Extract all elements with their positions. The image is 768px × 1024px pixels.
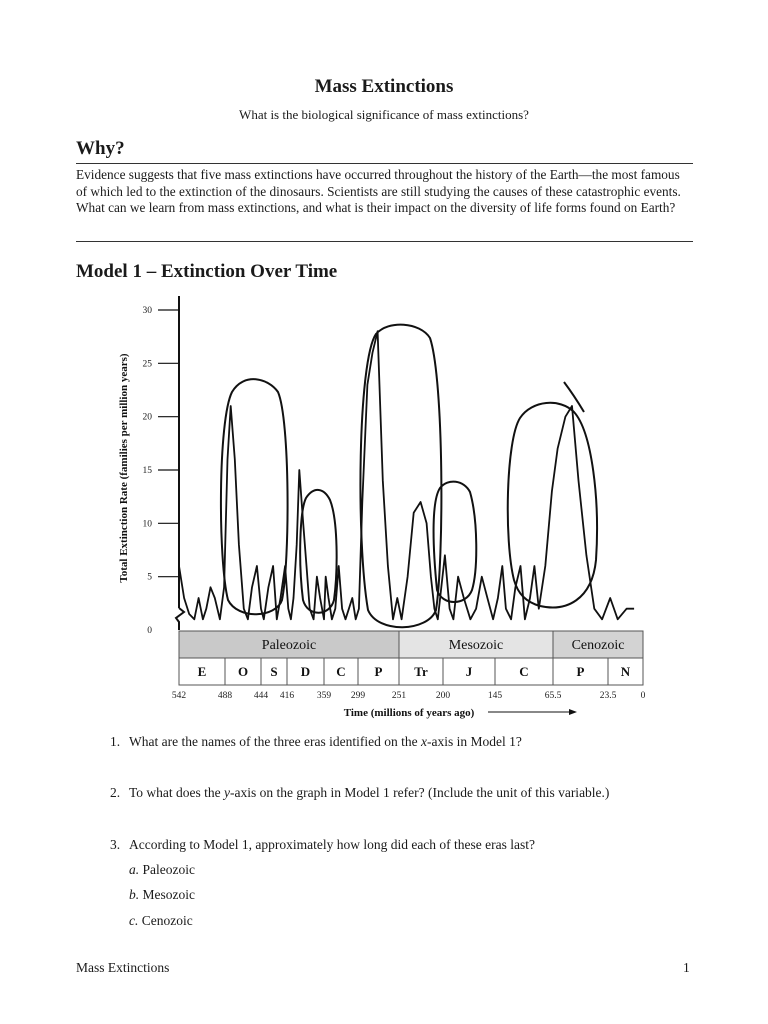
- question-number: 2.: [110, 785, 121, 800]
- y-tick-label: 5: [147, 572, 152, 583]
- x-tick-label: 145: [487, 691, 503, 701]
- why-paragraph: Evidence suggests that five mass extinctions have occurred throughout the history of the Earth—the most famous of which led to the extinction of the dinosaurs. Scientists are still studying the causes of these catastrophic events. What can we learn from mass extinctions, and what is their impact on the diversity of life forms found on Earth?: [76, 167, 681, 216]
- x-axis-arrowhead: [569, 709, 577, 715]
- era-label: Cenozoic: [571, 638, 625, 653]
- period-label: O: [237, 664, 249, 679]
- question-text-part: What are the names of the three eras identified on the: [129, 734, 421, 749]
- x-tick-label: 444: [253, 691, 269, 701]
- x-tick-label: 0: [640, 691, 646, 701]
- question-text-part: To what does the: [129, 785, 225, 800]
- question-text: [129, 734, 522, 750]
- model-heading: Model 1 – Extinction Over Time: [76, 261, 338, 282]
- question-text-part: -axis in Model 1?: [427, 734, 522, 749]
- x-tick-label: 251: [391, 691, 407, 701]
- page-title: Mass Extinctions: [314, 76, 454, 97]
- question-text: [129, 837, 535, 853]
- x-tick-label: 488: [217, 691, 233, 701]
- question-number: 1.: [110, 734, 121, 749]
- period-label: D: [300, 664, 311, 679]
- period-label: E: [197, 664, 207, 679]
- extinction-rate-line: [179, 331, 634, 619]
- y-axis-label: Total Extinction Rate (families per million years): [118, 353, 130, 583]
- question-number: 3.: [110, 837, 121, 852]
- question-axis-letter: y: [224, 785, 231, 800]
- question-text-part: According to Model 1, approximately how long did each of these eras last?: [129, 837, 536, 852]
- question-text: [129, 785, 609, 801]
- x-tick-label: 200: [435, 691, 451, 701]
- hand-drawn-circle: [360, 325, 441, 628]
- sub-item-text: Paleozoic: [139, 862, 195, 877]
- era-label: Mesozoic: [448, 638, 504, 653]
- sub-item-text: Mesozoic: [139, 887, 195, 902]
- y-axis-break: [176, 608, 184, 630]
- period-label: C: [336, 664, 346, 679]
- x-tick-label: 299: [350, 691, 366, 701]
- period-label: N: [620, 664, 631, 679]
- period-label: P: [374, 664, 383, 679]
- period-label: Tr: [414, 664, 428, 679]
- y-tick-label: 30: [142, 306, 152, 316]
- y-tick-label: 10: [142, 519, 152, 530]
- page-number: 1: [683, 960, 690, 975]
- sub-item-letter: c.: [129, 913, 139, 928]
- y-tick-label: 0: [147, 626, 152, 636]
- sub-item-text: Cenozoic: [138, 913, 193, 928]
- sub-item: [129, 913, 193, 929]
- era-label: Paleozoic: [261, 638, 317, 653]
- why-heading: Why?: [76, 138, 125, 159]
- x-tick-label: 542: [171, 691, 187, 701]
- sub-item-letter: a.: [129, 862, 140, 877]
- period-label: J: [465, 664, 473, 679]
- sub-item-letter: b.: [129, 887, 140, 902]
- x-tick-label: 359: [316, 691, 332, 701]
- y-tick-label: 25: [142, 359, 152, 370]
- question-axis-letter: x: [421, 734, 427, 749]
- footer-title: Mass Extinctions: [76, 960, 170, 975]
- x-tick-label: 416: [279, 691, 295, 701]
- x-tick-label: 65.5: [544, 691, 562, 701]
- y-tick-label: 15: [142, 466, 152, 476]
- page-subtitle: What is the biological significance of mass extinctions?: [239, 107, 529, 122]
- x-axis-label: Time (millions of years ago): [343, 707, 475, 719]
- period-label: P: [576, 664, 585, 679]
- y-tick-label: 20: [142, 412, 152, 423]
- question-text-part: -axis on the graph in Model 1 refer? (Include the unit of this variable.): [230, 785, 610, 800]
- period-label: C: [519, 664, 529, 679]
- sub-item: [129, 862, 195, 878]
- period-label: S: [270, 664, 278, 679]
- sub-item: [129, 887, 195, 903]
- x-tick-label: 23.5: [599, 691, 617, 701]
